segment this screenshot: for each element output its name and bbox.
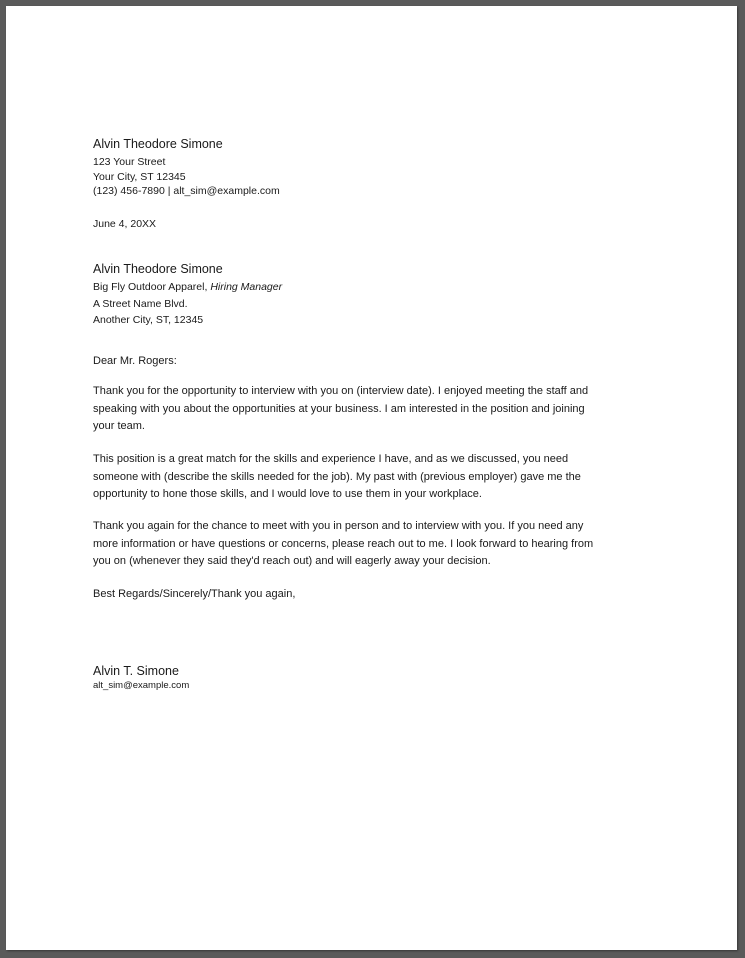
paragraph-line: Thank you for the opportunity to interview with you on (interview date). I enjoyed meeting the staff and — [93, 385, 589, 397]
recipient-company: Big Fly Outdoor Apparel, — [93, 281, 208, 293]
sender-name: Alvin Theodore Simone — [93, 137, 223, 151]
paragraph-line: someone with (describe the skills needed for the job). My past with (previous employer) gave me the — [93, 470, 581, 483]
signature-name: Alvin T. Simone — [93, 664, 179, 678]
sender-street: 123 Your Street — [93, 156, 166, 168]
paragraph-line: more information or have questions or concerns, please reach out to me. I look forward to hearing from — [93, 537, 594, 550]
closing: Best Regards/Sincerely/Thank you again, — [93, 588, 296, 600]
recipient-street: A Street Name Blvd. — [93, 297, 188, 310]
recipient-city: Another City, ST, 12345 — [93, 314, 204, 326]
body-paragraph-2 — [93, 451, 653, 504]
recipient-name: Alvin Theodore Simone — [93, 262, 223, 276]
paragraph-line: Thank you again for the chance to meet with you in person and to interview with you. If you need any — [93, 520, 584, 532]
letter-page — [6, 6, 737, 950]
signature-email: alt_sim@example.com — [93, 680, 190, 691]
body-paragraph-3 — [93, 518, 653, 571]
sender-city: Your City, ST 12345 — [93, 170, 186, 183]
body-paragraph-1 — [93, 383, 653, 436]
signature-block — [93, 663, 189, 692]
recipient-title: Hiring Manager — [210, 281, 283, 293]
paragraph-line: you on (whenever they said they'd reach out) and will eagerly away your decision. — [93, 555, 491, 567]
sender-contact: (123) 456-7890 | alt_sim@example.com — [93, 185, 280, 197]
paragraph-line: This position is a great match for the skills and experience I have, and as we discussed, you need — [93, 453, 569, 465]
paragraph-line: speaking with you about the opportunities at your business. I am interested in the position and joining — [93, 402, 585, 415]
sender-block — [93, 136, 280, 199]
letter-date: June 4, 20XX — [93, 218, 157, 230]
salutation: Dear Mr. Rogers: — [93, 355, 177, 367]
recipient-company-line — [93, 280, 282, 295]
paragraph-line: opportunity to hone those skills, and I would love to use them in your workplace. — [93, 488, 482, 500]
paragraph-line: your team. — [93, 420, 145, 432]
recipient-block — [93, 261, 282, 328]
